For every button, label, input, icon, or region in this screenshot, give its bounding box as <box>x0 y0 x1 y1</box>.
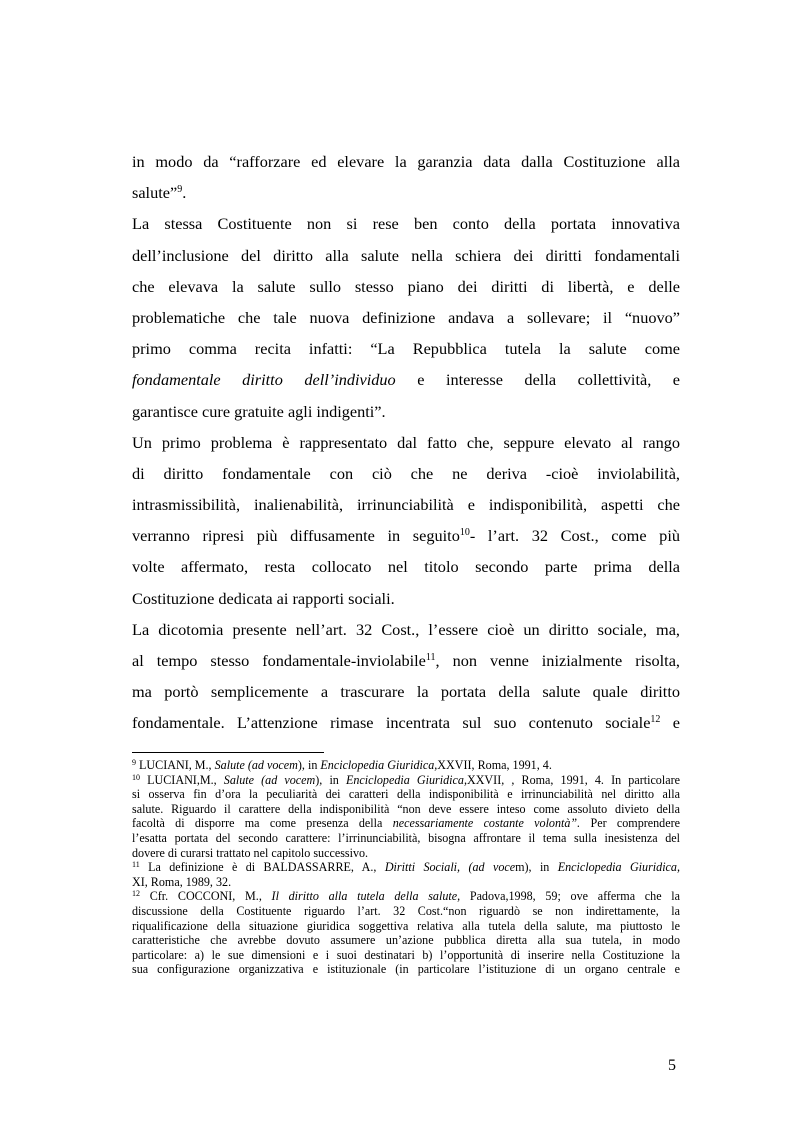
footnote-ref-12: 12 <box>650 714 661 726</box>
footnote-line: discussione della Costituente riguardo l’art. 32 Cost.“non riguardò se non indirettamente, la <box>132 903 680 918</box>
text-line: Costituzione dedicata ai rapporti sociali. <box>132 588 395 608</box>
text-line: in modo da “rafforzare ed elevare la garanzia data dalla Costituzione alla <box>132 152 680 171</box>
footnote-line: si osserva fin d’ora la peculiarità dei caratteri della indisponibilità e irrinunciabilità nel diritto alla <box>132 787 680 802</box>
footnote-ref-9: 9 <box>177 184 183 196</box>
text-line: al tempo stesso fondamentale-inviolabile$^{11}$, non venne inizialmente risolta, <box>132 651 680 670</box>
text-line: dell’inclusione del diritto alla salute nella schiera dei diritti fondamentali <box>132 245 680 265</box>
text-line: ma portò semplicemente a trascurare la portata della salute quale diritto <box>132 682 680 702</box>
text-line: di diritto fondamentale con ciò che ne deriva -cioè inviolabilità, <box>132 463 680 483</box>
footnote-line: particolare: a) le sue dimensioni e i suoi destinatari b) l’opportunità di inserire nella Costituzione la <box>132 947 680 962</box>
text-line: primo comma recita infatti: “La Repubblica tutela la salute come <box>132 339 680 359</box>
footnote-line: salute. Riguardo il carattere della indisponibilità “non deve essere inteso come assoluto divieto della <box>132 801 680 816</box>
footnote-ref-10: 10 <box>459 527 470 539</box>
footnote-12: $^{12}$ Cfr. COCCONI, M., Il diritto alla tutela della salute, Padova,1998, 59; ove afferma che la <box>132 889 680 904</box>
footnote-line: XI, Roma, 1989, 32. <box>132 874 232 889</box>
text-line: intrasmissibilità, inalienabilità, irrinunciabilità e indisponibilità, aspetti che <box>132 495 680 515</box>
footnotes <box>132 758 680 977</box>
text-line: volte affermato, resta collocato nel titolo secondo parte prima della <box>132 557 680 577</box>
footnote-11: $^{11}$ La definizione è di BALDASSARRE, A., Diritti Sociali, (ad vocem), in Enciclopedia Giuridica, <box>132 860 680 875</box>
text-line: salute”$^9$. <box>132 183 187 203</box>
body-text <box>132 146 680 739</box>
text-line: La dicotomia presente nell’art. 32 Cost., l’essere cioè un diritto sociale, ma, <box>132 619 680 639</box>
text-line: Un primo problema è rappresentato dal fatto che, seppure elevato al rango <box>132 432 680 452</box>
footnote-line: riqualificazione della situazione giuridica soggettiva relativa alla tutela della salute, ma piuttosto le <box>132 918 680 933</box>
footnote-line: sua configurazione organizzativa e istituzionale (in particolare l’istituzione di un organo centrale e <box>132 962 680 977</box>
footnote-separator <box>132 752 324 753</box>
text-line: problematiche che tale nuova definizione andava a sollevare; il “nuovo” <box>132 307 680 327</box>
text-line: che elevava la salute sullo stesso piano dei diritti di libertà, e delle <box>132 276 680 296</box>
footnote-line: facoltà di disporre ma come presenza della necessariamente costante volontà”. Per comprendere <box>132 816 680 831</box>
page-number: 5 <box>668 1057 676 1074</box>
text-line: verranno ripresi più diffusamente in seguito$^{10}$- l’art. 32 Cost., come più <box>132 526 680 546</box>
footnote-line: caratteristiche che avrebbe dovuto assumere un’azione pubblica diretta alla sua tutela, in modo <box>132 933 680 948</box>
footnote-10: $^{10}$ LUCIANI,M., Salute (ad vocem), in Enciclopedia Giuridica,XXVII, , Roma, 1991, 4. In particolare <box>132 772 680 787</box>
footnote-ref-11: 11 <box>425 652 436 663</box>
footnote-line: l’esatta portata del secondo carattere: l’irrinunciabilità, bisogna affrontare il tema sulla inesistenza del <box>132 830 680 845</box>
text-line: fondamentale diritto dell’individuo e interesse della collettività, e <box>132 370 681 390</box>
text-line: La stessa Costituente non si rese ben conto della portata innovativa <box>132 214 680 234</box>
footnote-line: dovere di curarsi trattato nel capitolo successivo. <box>132 845 369 860</box>
text-line: garantisce cure gratuite agli indigenti”. <box>132 401 386 421</box>
text-line: fondamentale. L’attenzione rimase incentrata sul suo contenuto sociale$^{12}$ e <box>132 713 680 733</box>
italic-quote: fondamentale diritto dell’individuo <box>132 370 396 390</box>
footnote-9: $^9$ LUCIANI, M., Salute (ad vocem), in Enciclopedia Giuridica,XXVII, Roma, 1991, 4. <box>132 758 552 772</box>
